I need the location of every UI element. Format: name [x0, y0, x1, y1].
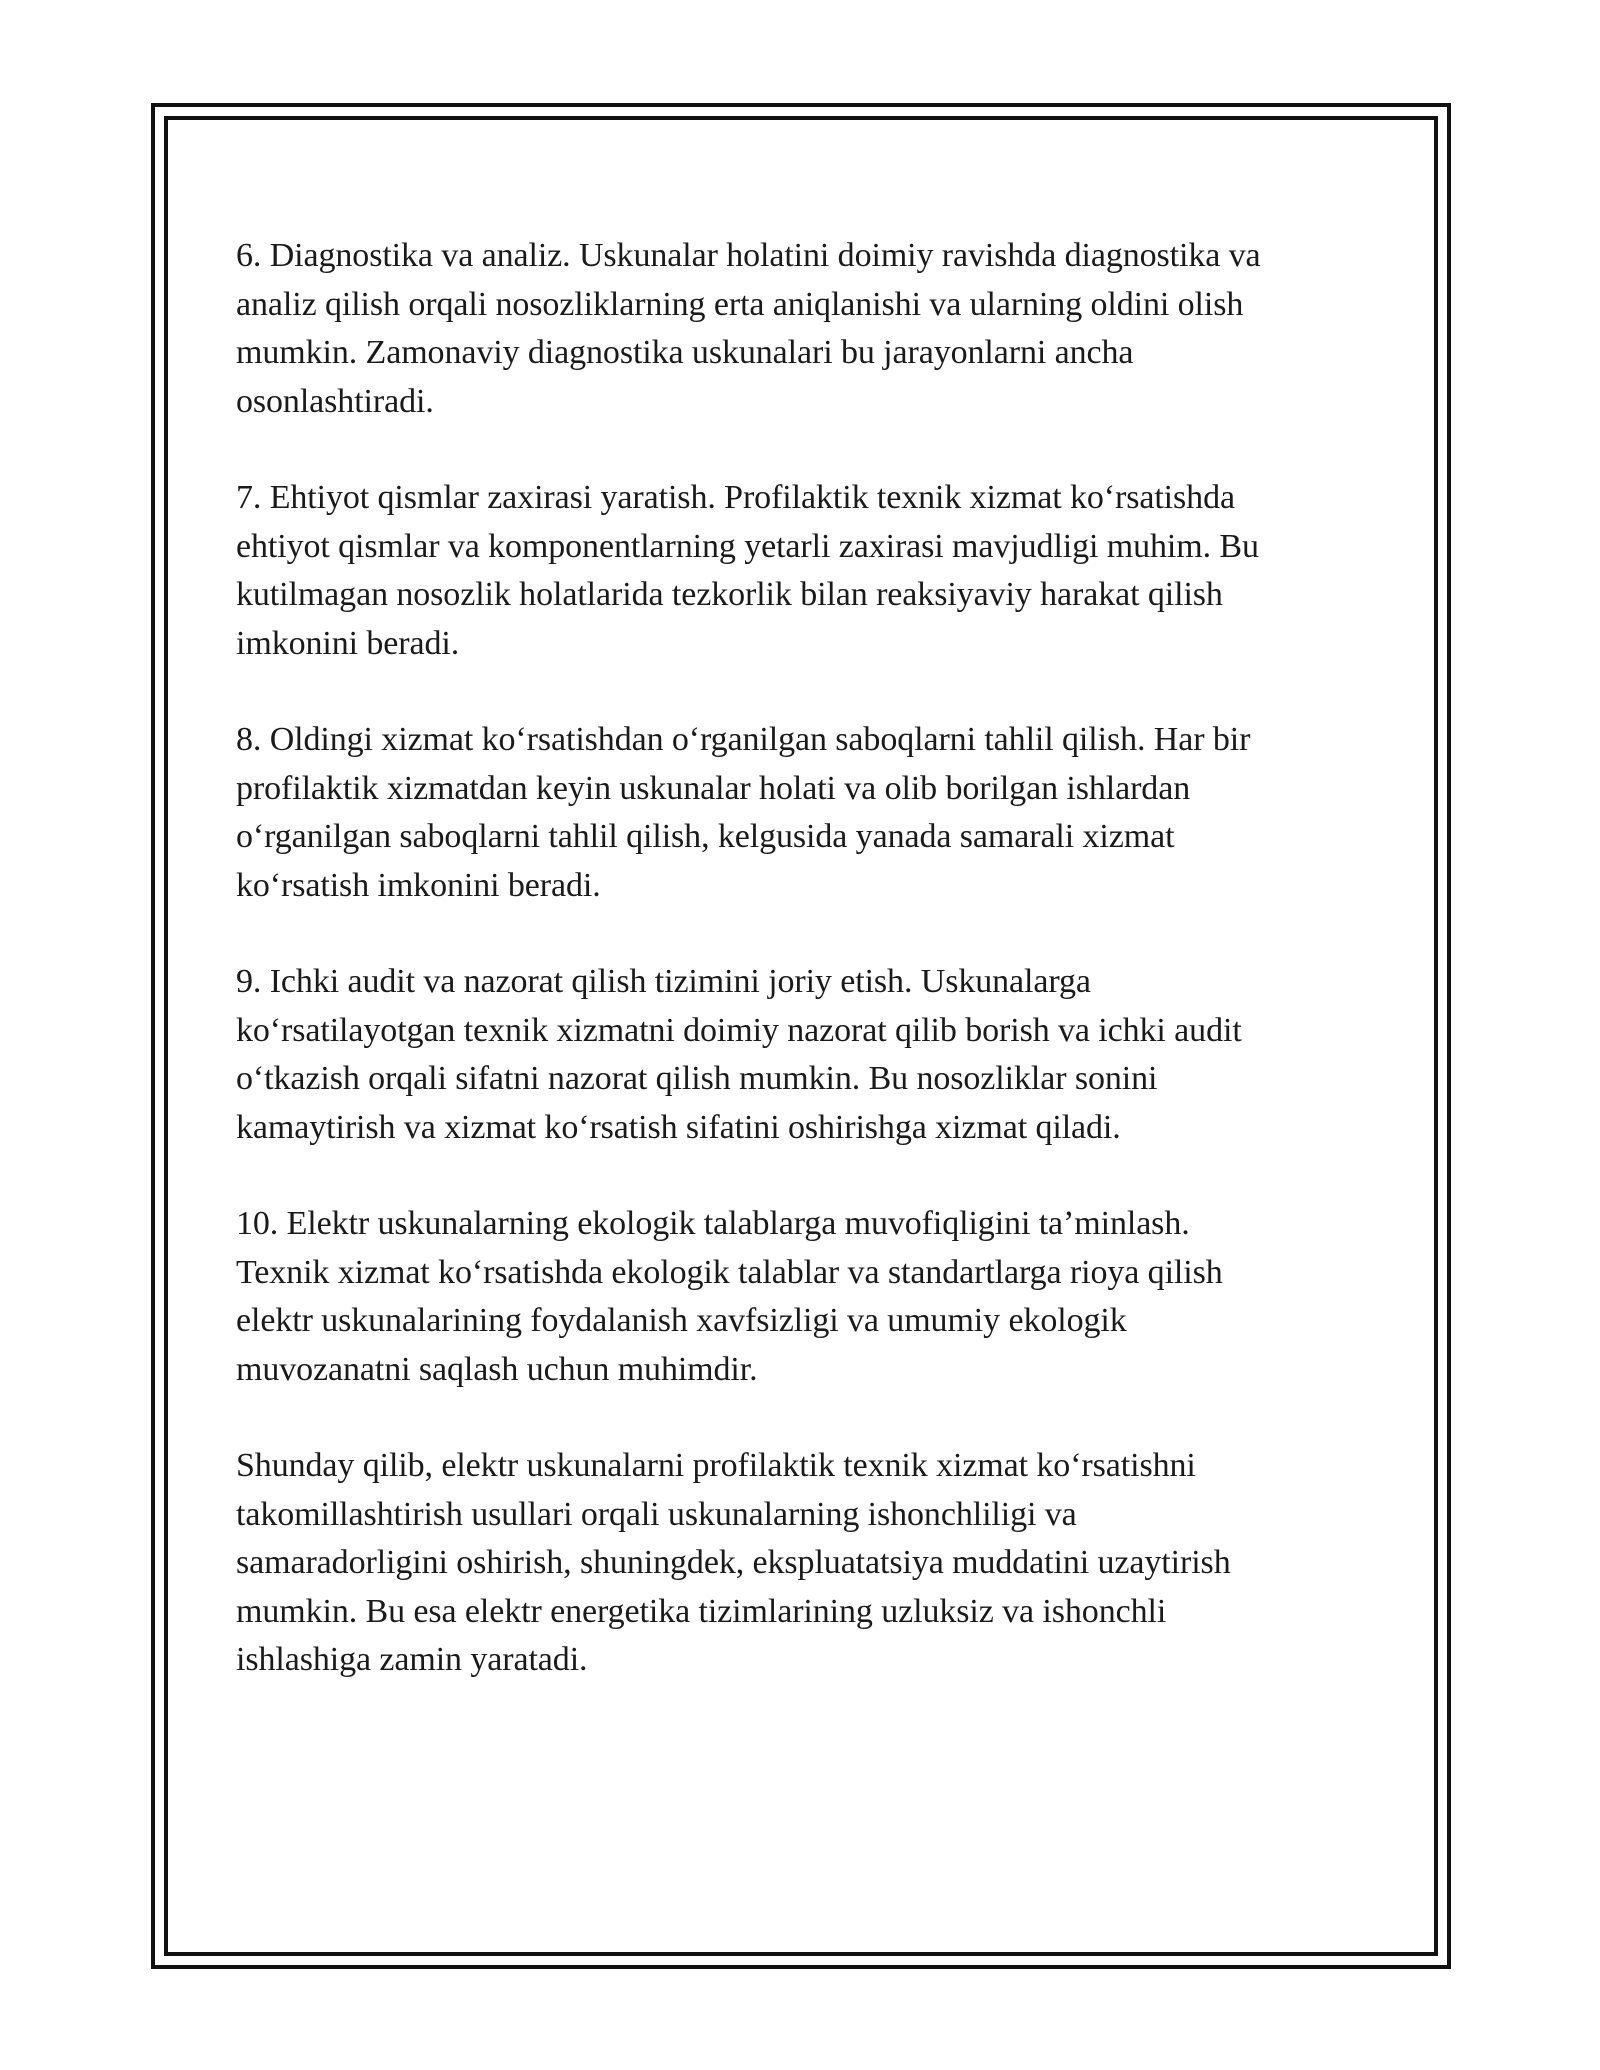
text-line: elektr uskunalarining foydalanish xavfsizligi va umumiy ekologik [236, 1302, 1127, 1339]
text-line: profilaktik xizmatdan keyin uskunalar holati va olib borilgan ishlardan [236, 769, 1191, 807]
paragraph-spare-parts [236, 474, 1366, 668]
text-line: kutilmagan nosozlik holatlarida tezkorlik bilan reaksiyaviy harakat qilish [236, 576, 1223, 613]
text-line: oʻtkazish orqali sifatni nazorat qilish mumkin. Bu nosozliklar sonini [236, 1060, 1158, 1097]
document-body [236, 232, 1366, 1733]
paragraph-diagnostics [236, 232, 1366, 426]
text-line: koʻrsatish imkonini beradi. [236, 866, 601, 904]
text-line: 10. Elektr uskunalarning ekologik talablarga muvofiqligini taʼminlash. [236, 1205, 1190, 1242]
text-line: mumkin. Bu esa elektr energetika tizimlarining uzluksiz va ishonchli [236, 1592, 1167, 1630]
text-line: analiz qilish orqali nosozliklarning erta aniqlanishi va ularning oldini olish [236, 285, 1244, 323]
text-line: muvozanatni saqlash uchun muhimdir. [236, 1350, 758, 1388]
paragraph-ecological-requirements [236, 1200, 1366, 1394]
paragraph-conclusion [236, 1442, 1366, 1685]
text-line: osonlashtiradi. [236, 382, 434, 420]
text-line: Texnik xizmat koʻrsatishda ekologik talablar va standartlarga rioya qilish [236, 1253, 1223, 1291]
text-line: takomillashtirish usullari orqali uskunalarning ishonchliligi va [236, 1495, 1077, 1533]
text-line: 8. Oldingi xizmat koʻrsatishdan oʻrganilgan saboqlarni tahlil qilish. Har bir [236, 721, 1251, 758]
text-line: 7. Ehtiyot qismlar zaxirasi yaratish. Profilaktik texnik xizmat koʻrsatishda [236, 479, 1235, 516]
text-line: ishlashiga zamin yaratadi. [236, 1641, 588, 1678]
paragraph-lessons-learned [236, 716, 1366, 910]
text-line: koʻrsatilayotgan texnik xizmatni doimiy nazorat qilib borish va ichki audit [236, 1011, 1242, 1049]
paragraph-internal-audit [236, 958, 1366, 1152]
text-line: Shunday qilib, elektr uskunalarni profilaktik texnik xizmat koʻrsatishni [236, 1447, 1196, 1484]
text-line: imkonini beradi. [236, 624, 460, 662]
text-line: mumkin. Zamonaviy diagnostika uskunalari bu jarayonlarni ancha [236, 334, 1134, 371]
text-line: 9. Ichki audit va nazorat qilish tizimini joriy etish. Uskunalarga [236, 963, 1091, 1000]
text-line: samaradorligini oshirish, shuningdek, ekspluatatsiya muddatini uzaytirish [236, 1544, 1231, 1581]
text-line: kamaytirish va xizmat koʻrsatish sifatini oshirishga xizmat qiladi. [236, 1108, 1121, 1146]
text-line: ehtiyot qismlar va komponentlarning yetarli zaxirasi mavjudligi muhim. Bu [236, 527, 1259, 565]
text-line: oʻrganilgan saboqlarni tahlil qilish, kelgusida yanada samarali xizmat [236, 818, 1175, 855]
text-line: 6. Diagnostika va analiz. Uskunalar holatini doimiy ravishda diagnostika va [236, 237, 1261, 274]
